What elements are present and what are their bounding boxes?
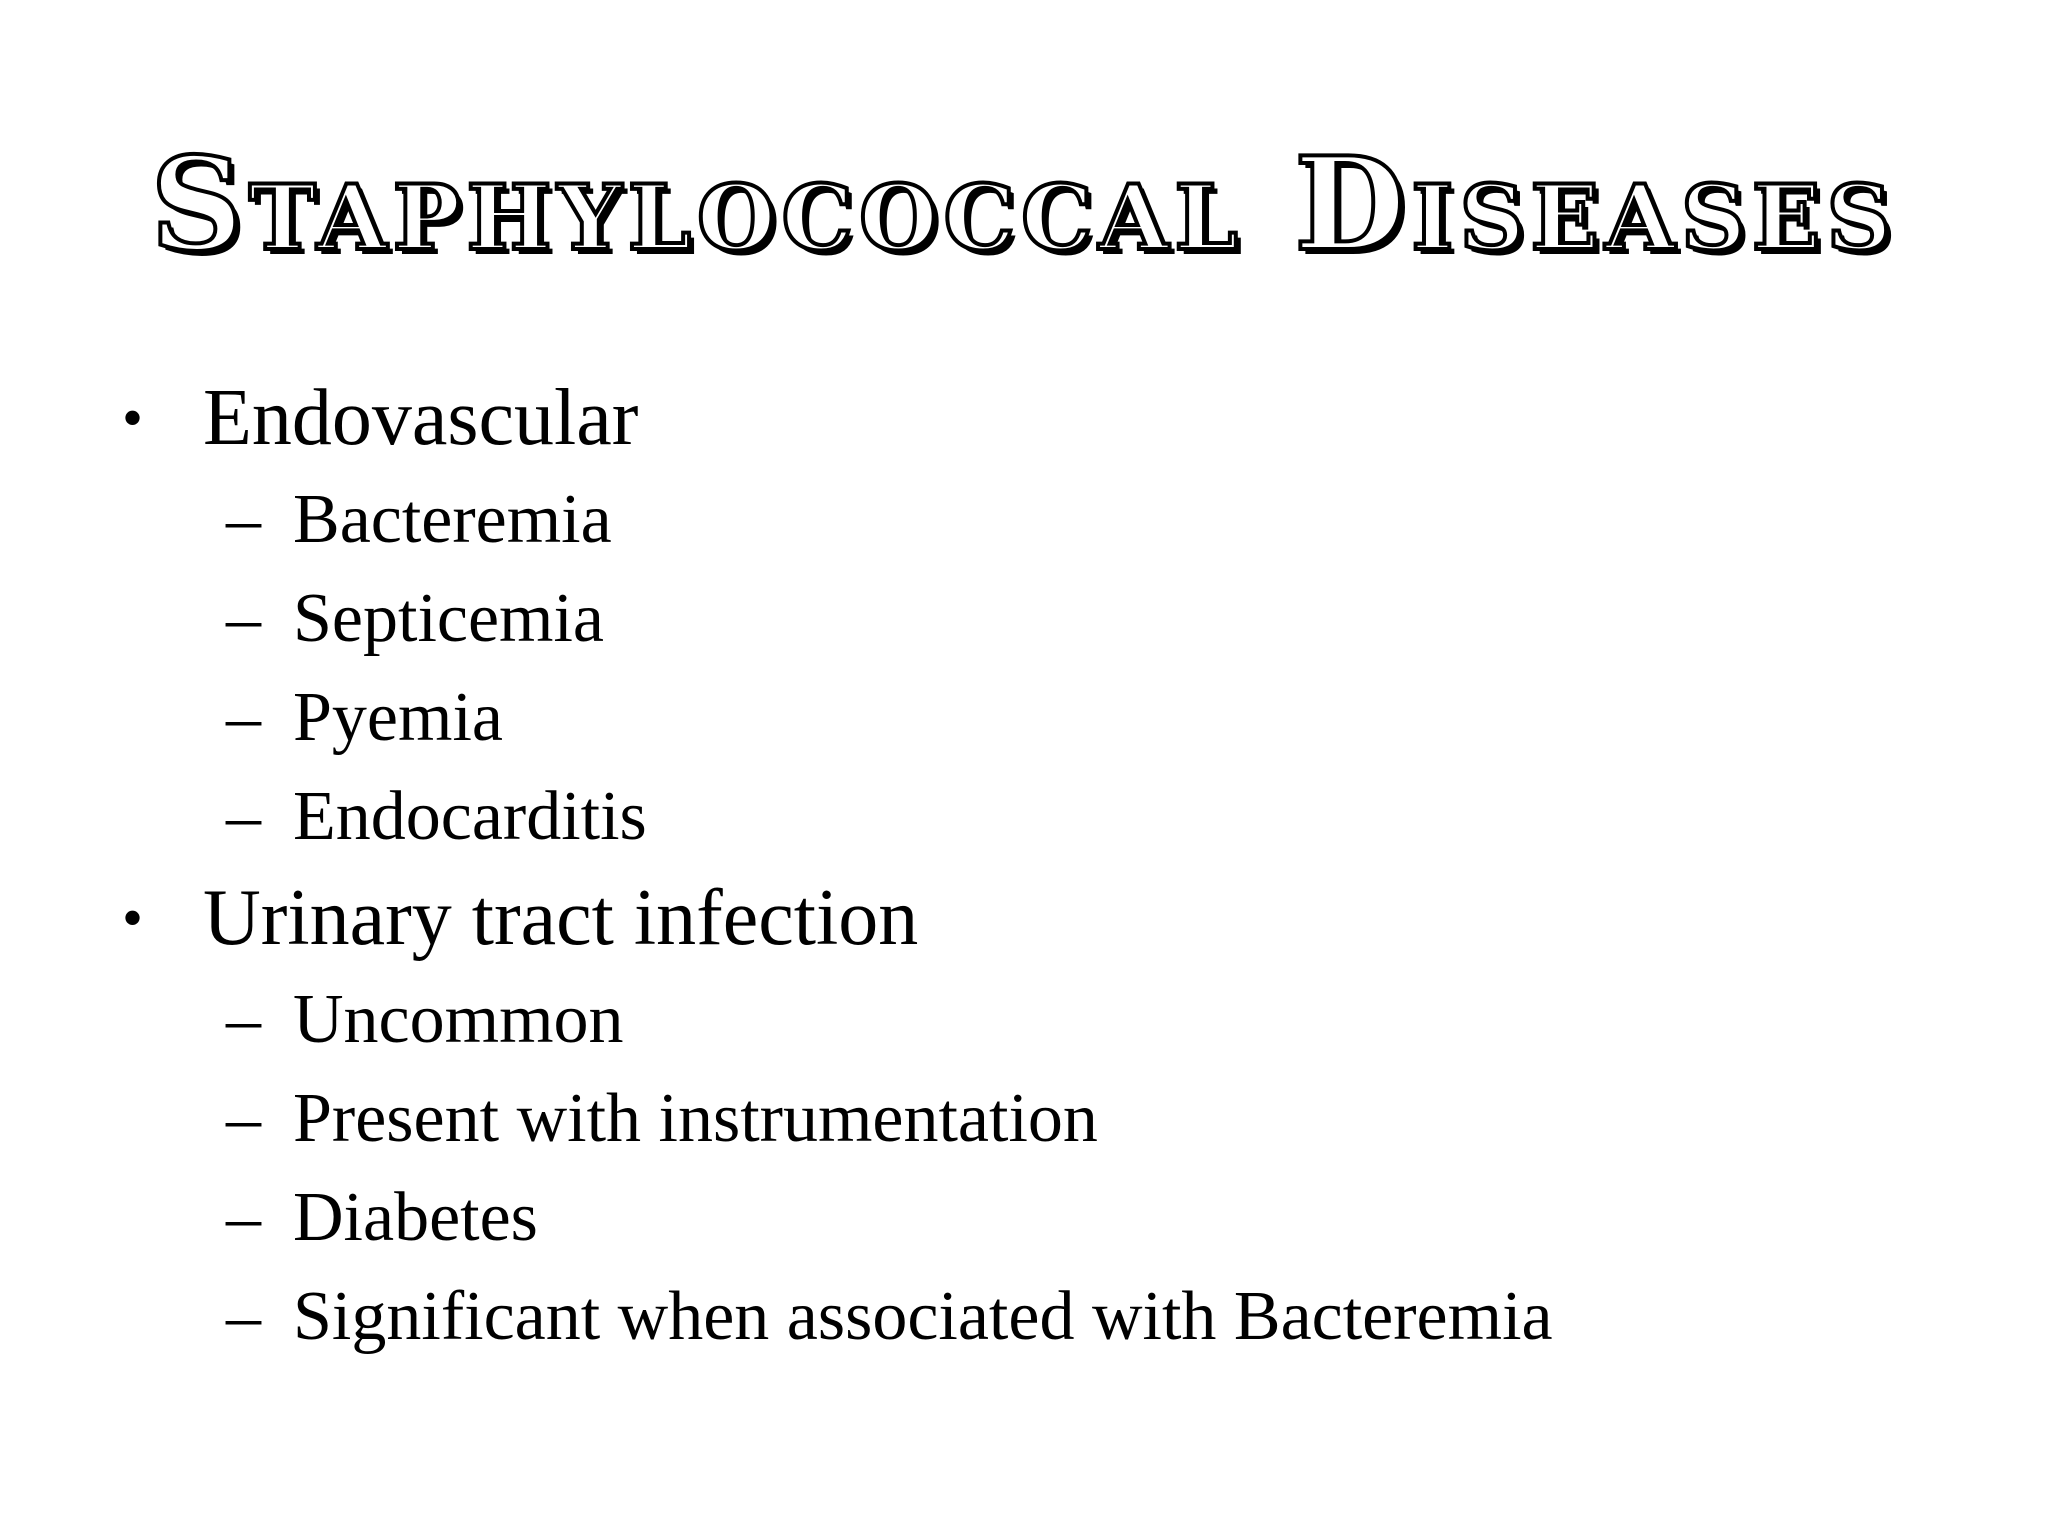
dash-icon: –	[226, 981, 261, 1058]
dash-icon: –	[226, 481, 261, 558]
sub-bullet-item	[0, 1168, 2048, 1267]
sub-bullet-text: Diabetes	[293, 1179, 538, 1256]
bullet-text: Endovascular	[203, 374, 639, 462]
slide-title: Staphylococcal Diseases	[150, 130, 1898, 280]
sub-bullet-item	[0, 569, 2048, 668]
bullet-icon: •	[122, 885, 144, 951]
sub-bullet-text: Septicemia	[293, 580, 605, 657]
sub-bullet-text: Significant when associated with Bacteremia	[293, 1278, 1553, 1355]
sub-bullet-item	[0, 1069, 2048, 1168]
sub-bullet-text: Pyemia	[293, 679, 503, 756]
dash-icon: –	[226, 1179, 261, 1256]
bullet-item	[0, 866, 2048, 970]
sub-bullet-text: Bacteremia	[293, 481, 612, 558]
sub-bullet-text: Present with instrumentation	[293, 1080, 1098, 1157]
dash-icon: –	[226, 1278, 261, 1355]
dash-icon: –	[226, 1080, 261, 1157]
sub-bullet-text: Uncommon	[293, 981, 624, 1058]
sub-bullet-item	[0, 1267, 2048, 1366]
bullet-icon: •	[122, 385, 144, 451]
dash-icon: –	[226, 679, 261, 756]
sub-bullet-text: Endocarditis	[293, 778, 647, 855]
dash-icon: –	[226, 778, 261, 855]
bullet-item	[0, 366, 2048, 470]
sub-bullet-item	[0, 668, 2048, 767]
dash-icon: –	[226, 580, 261, 657]
sub-bullet-item	[0, 970, 2048, 1069]
sub-bullet-item	[0, 767, 2048, 866]
sub-bullet-item	[0, 470, 2048, 569]
bullet-text: Urinary tract infection	[203, 874, 919, 962]
slide-content	[0, 366, 2048, 1366]
